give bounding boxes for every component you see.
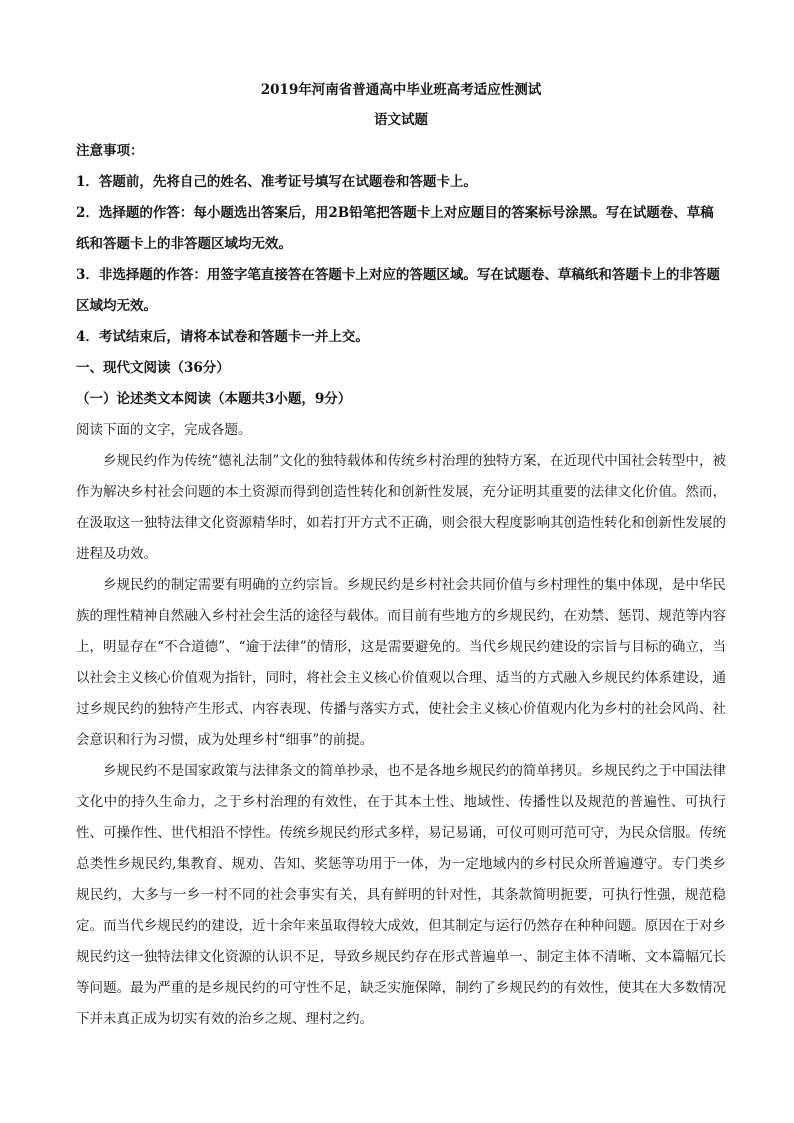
notes-heading: 注意事项： <box>76 143 144 159</box>
exam-page <box>76 80 726 1035</box>
reading-section <box>76 353 726 1035</box>
section-heading: 一、现代文阅读（36分） <box>76 360 230 376</box>
exam-subtitle: 语文试题 <box>374 112 428 128</box>
note-item: 3．非选择题的作答：用签字笔直接答在答题卡上对应的答题区域。写在试题卷、草稿纸和答题卡上的非答题区域均无效。 <box>76 267 720 314</box>
passage-paragraph: 乡规民约作为传统“德礼法制”文化的独特载体和传统乡村治理的独特方案，在近现代中国社会转型中，被作为解决乡村社会问题的本土资源而得到创造性转化和创新性发展，充分证明其重要的法律文化价值。然而，在汲取这一独特法律文化资源精华时，如若打开方式不正确，则会很大程度影响其创造性转化和创新性发展的进程及功效。 <box>76 453 726 562</box>
note-item: 2．选择题的作答：每小题选出答案后，用2B铅笔把答题卡上对应题目的答案标号涂黑。写在试题卷、草稿纸和答题卡上的非答题区域均无效。 <box>76 205 714 252</box>
passage-paragraph: 乡规民约不是国家政策与法律条文的简单抄录，也不是各地乡规民约的简单拷贝。乡规民约之于中国法律文化中的持久生命力，之于乡村治理的有效性，在于其本土性、地域性、传播性以及规范的普遍性、可执行性、可操作性、世代相沿不悖性。传统乡规民约形式多样，易记易诵，可仪可则可范可守，为民众信服。传统总类性乡规民约,集教育、规劝、告知、奖惩等功用于一体，为一定地域内的乡村民众所普遍遵守。专门类乡规民约，大多与一乡一村不同的社会事实有关，具有鲜明的针对性，其条款简明扼要，可执行性强，规范稳定。而当代乡规民约的建设，近十余年来虽取得较大成效，但其制定与运行仍然存在种种问题。原因在于对乡规民约这一独特法律文化资源的认识不足，导致乡规民约存在形式普遍单一、制定主体不清晰、文本篇幅冗长等问题。最为严重的是乡规民约的可守性不足，缺乏实施保障，制约了乡规民约的有效性，使其在大多数情况下并未真正成为切实有效的治乡之规、理村之约。 <box>76 763 726 1027</box>
section-subheading: （一）论述类文本阅读（本题共3小题，9分） <box>76 391 352 407</box>
reading-instruction: 阅读下面的文字，完成各题。 <box>76 422 252 438</box>
note-item: 1．答题前，先将自己的姓名、准考证号填写在试题卷和答题卡上。 <box>76 174 477 190</box>
exam-title: 2019年河南省普通高中毕业班高考适应性测试 <box>260 82 542 98</box>
passage-paragraph: 乡规民约的制定需要有明确的立约宗旨。乡规民约是乡村社会共同价值与乡村理性的集中体现，是中华民族的理性精神自然融入乡村社会生活的途径与载体。而目前有些地方的乡规民约，在劝禁、惩罚、规范等内容上，明显存在“不合道德”、“逾于法律”的情形，这是需要避免的。当代乡规民约建设的宗旨与目标的确立，当以社会主义核心价值观为指针，同时，将社会主义核心价值观以合理、适当的方式融入乡规民约体系建设，通过乡规民约的独特产生形式、内容表现、传播与落实方式，使社会主义核心价值观内化为乡村的社会风尚、社会意识和行为习惯，成为处理乡村“细事”的前提。 <box>76 577 726 748</box>
notes-block <box>76 136 726 353</box>
note-item: 4．考试结束后，请将本试卷和答题卡一并上交。 <box>76 329 369 345</box>
